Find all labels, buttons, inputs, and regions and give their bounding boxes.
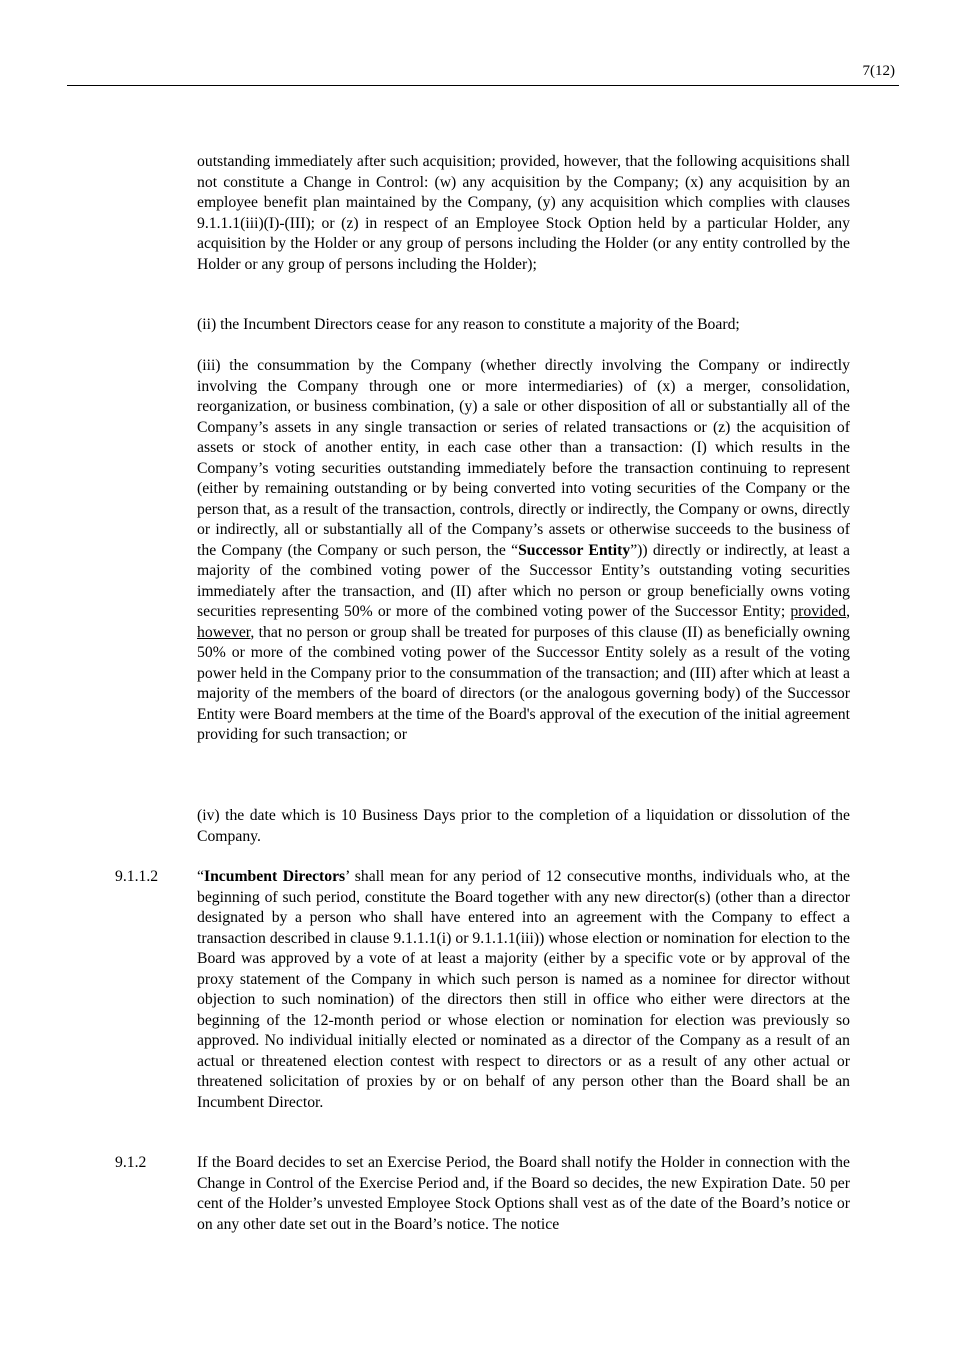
clause-number-912: 9.1.2 <box>115 1154 147 1171</box>
header-rule <box>67 85 899 86</box>
clause-iii-text-c: , that no person or group shall be treated for purposes of this clause (II) as beneficially owning 50% or more of the combined voting power of the Successor Entity solely as a result of the voting power held in the Company prior to the consummation of the transaction; and (III) after which at least a majority of the members of the board of directors (or the analogous governing body) of the Successor Entity were Board members at the time of the Board's approval of the execution of the initial agreement providing for such transaction; or <box>197 623 850 743</box>
paragraph-clause-iii <box>197 356 850 746</box>
however-underlined: however <box>197 623 251 641</box>
clause-iii-text-b: ”)) directly or indirectly, at least a majority of the combined voting power of the Successor Entity’s outstanding voting securities immediately after the transaction, and (II) after which no person or group beneficially owns voting securities representing 50% or more of the combined voting power of the Successor Entity; <box>197 541 850 620</box>
successor-entity-term: Successor Entity <box>518 541 631 559</box>
paragraph-clause-iv: (iv) the date which is 10 Business Days prior to the completion of a liquidation or dissolution of the Company. <box>197 807 850 845</box>
paragraph-acquisition-exceptions: outstanding immediately after such acquisition; provided, however, that the following acquisitions shall not constitute a Change in Control: (w) any acquisition by the Company; (x) any acquisition by an employee benefit plan maintained by the Company, (y) any acquisition which complies with clauses 9.1.1.1(iii)(I)-(III); or (z) in respect of an Employee Stock Option held by a particular Holder, any acquisition by the Holder or any group of persons including the Holder (or any entity controlled by the Holder or any group of persons including the Holder); <box>197 153 850 273</box>
page-number: 7(12) <box>862 63 895 79</box>
clause-number-9112: 9.1.1.2 <box>115 868 159 885</box>
clause-912-text: If the Board decides to set an Exercise Period, the Board shall notify the Holder in connection with the Change in Control of the Exercise Period and, if the Board so decides, the new Expiration Date. 50 per cent of the Holder’s unvested Employee Stock Options shall vest as of the date of the Board’s notice or on any other date set out in the Board’s notice. The notice <box>197 1154 850 1233</box>
incumbent-directors-term: Incumbent Directors <box>203 868 346 885</box>
clause-9112-text <box>197 867 850 1113</box>
provided-underlined: provided <box>790 603 847 620</box>
clause-iii-separator: , <box>846 603 850 620</box>
clause-9112-body: ’ shall mean for any period of 12 consecutive months, individuals who, at the beginning of such period, constitute the Board together with any new director(s) (other than a director designated by a person who shall have entered into an agreement with the Company to effect a transaction described in clause 9.1.1.1(i) or 9.1.1.1(iii)) whose election or nomination for election to the Board was approved by a vote of at least a majority (either by a specific vote or by approval of the proxy statement of the Company in which such person is named as a nominee for director without objection to such nomination) of the directors then still in office who either were directors at the beginning of the 12-month period or whose election or nomination for election was previously so approved. No individual initially elected or nominated as a director of the Company as a result of an actual or threatened election contest with respect to directors or as a result of any other actual or threatened solicitation of proxies by or on behalf of any person other than the Board shall be an Incumbent Director. <box>197 868 850 1111</box>
clause-9112-open-quote: “ <box>197 868 204 885</box>
paragraph-clause-ii: (ii) the Incumbent Directors cease for any reason to constitute a majority of the Board; <box>197 316 740 333</box>
clause-iii-text-a: (iii) the consummation by the Company (whether directly involving the Company or indirectly involving the Company through one or more intermediaries) of (x) a merger, consolidation, reorganization, or business combination, (y) a sale or other disposition of all or substantially all of the Company’s assets in any single transaction or series of related transactions or (z) the acquisition of assets or stock of another entity, in each case other than a transaction: (I) which results in the Company’s voting securities outstanding immediately before the transaction continuing to represent (either by remaining outstanding or by being converted into voting securities of the Company or the person that, as a result of the transaction, controls, directly or indirectly, the Company or owns, directly or indirectly, all or substantially all of the Company’s assets or otherwise succeeds to the business of the Company (the Company or such person, the “ <box>197 357 850 559</box>
